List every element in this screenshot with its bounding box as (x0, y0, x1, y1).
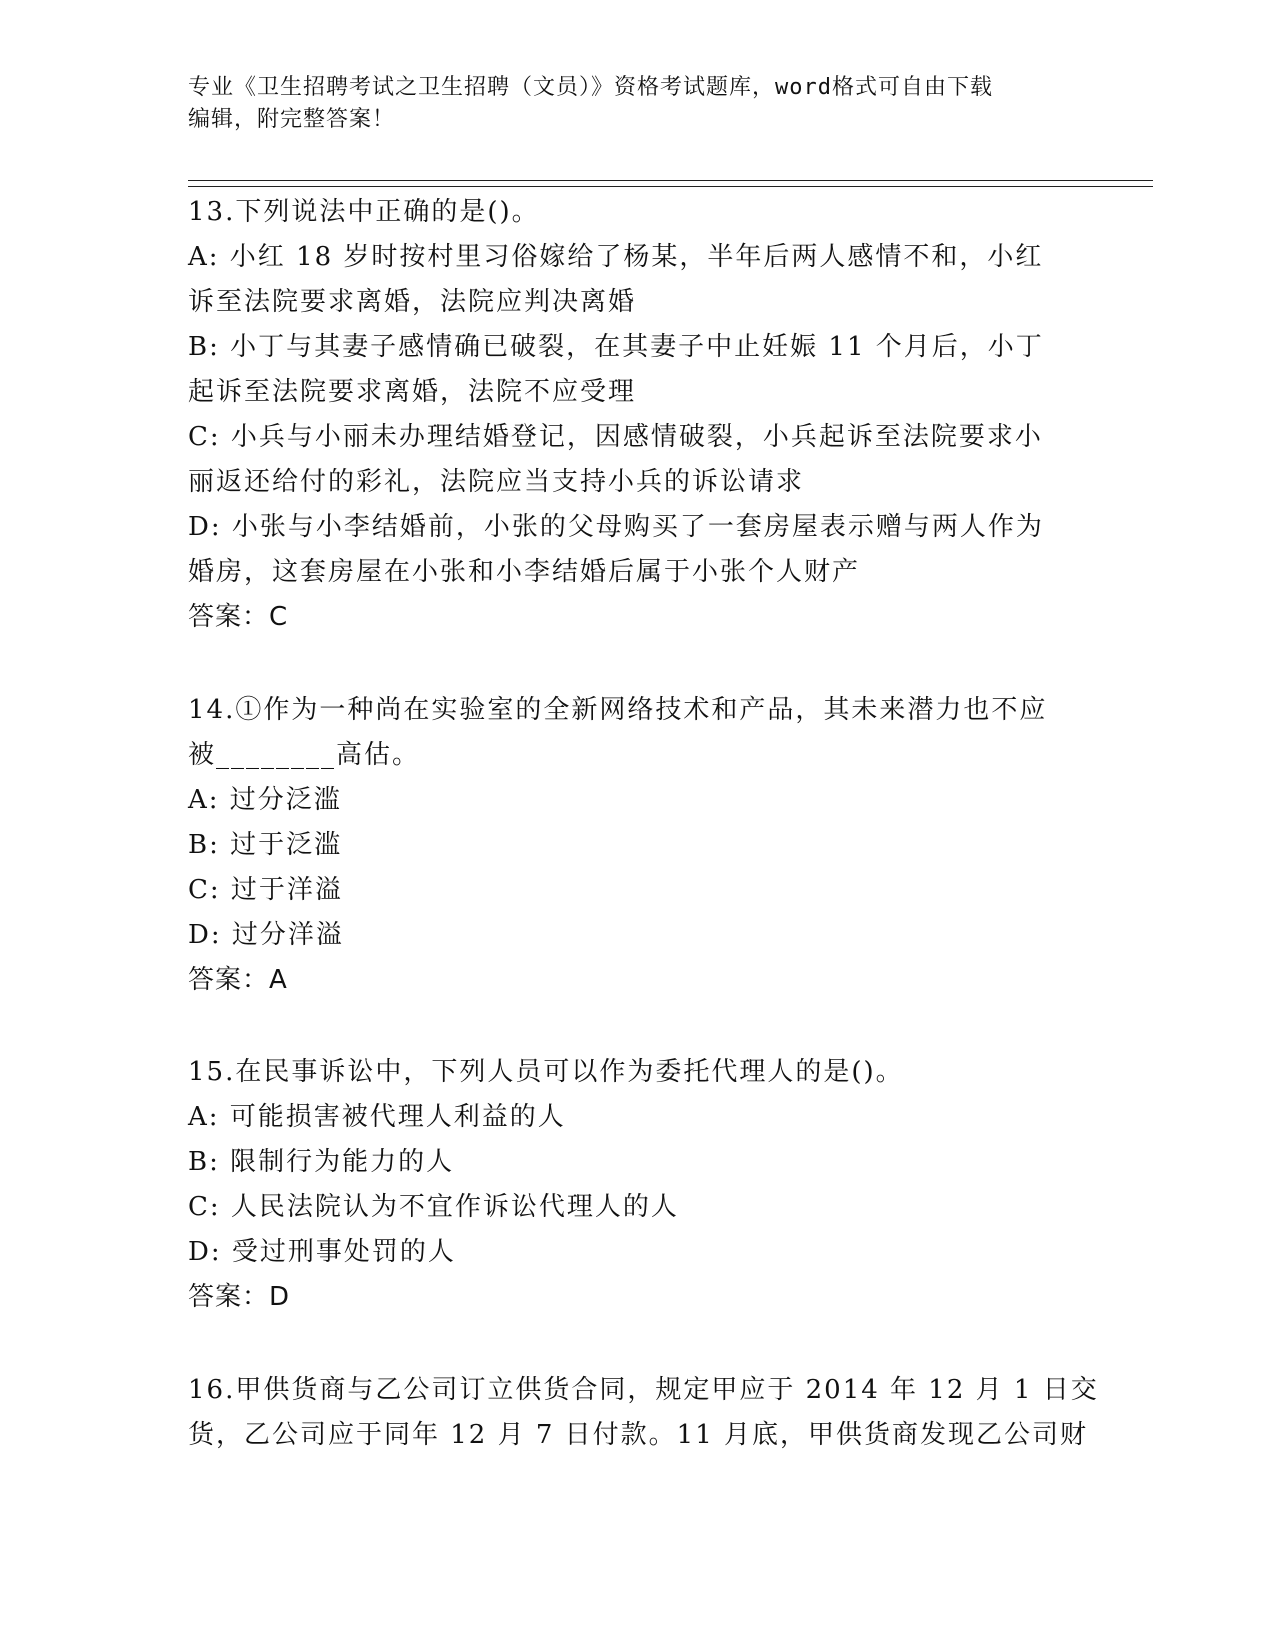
document-header (188, 72, 1088, 136)
question-stem: 16.甲供货商与乙公司订立供货合同，规定甲应于 2014 年 12 月 1 日交 (188, 1375, 1099, 1405)
header-line-2: 编辑，附完整答案！ (188, 107, 396, 132)
option-c: C: 人民法院认为不宜作诉讼代理人的人 (188, 1192, 679, 1222)
option-d: D: 小张与小李结婚前，小张的父母购买了一套房屋表示赠与两人作为 (188, 512, 1044, 542)
question-15 (188, 1050, 1078, 1320)
question-13 (188, 190, 1078, 640)
option-b: B: 限制行为能力的人 (188, 1147, 455, 1177)
option-a-continued: 诉至法院要求离婚，法院应判决离婚 (188, 287, 637, 317)
header-divider-bottom (188, 186, 1153, 187)
option-d: D: 过分洋溢 (188, 920, 344, 950)
question-stem-continued: 被________高估。 (188, 740, 421, 770)
option-b: B: 过于泛滥 (188, 830, 343, 860)
option-d-continued: 婚房，这套房屋在小张和小李结婚后属于小张个人财产 (188, 557, 861, 587)
header-line-1: 专业《卫生招聘考试之卫生招聘（文员）》资格考试题库，word格式可自由下载 (188, 75, 993, 100)
option-c: C: 过于洋溢 (188, 875, 343, 905)
header-divider-top (188, 180, 1153, 181)
question-14 (188, 688, 1078, 1003)
question-stem: 15.在民事诉讼中，下列人员可以作为委托代理人的是()。 (188, 1057, 904, 1087)
answer-label: 答案：D (188, 1282, 291, 1312)
answer-label: 答案：A (188, 965, 288, 995)
option-b: B: 小丁与其妻子感情确已破裂，在其妻子中止妊娠 11 个月后，小丁 (188, 332, 1044, 362)
question-16 (188, 1368, 1099, 1458)
answer-label: 答案：C (188, 602, 289, 632)
option-b-continued: 起诉至法院要求离婚，法院不应受理 (188, 377, 637, 407)
option-d: D: 受过刑事处罚的人 (188, 1237, 456, 1267)
option-c: C: 小兵与小丽未办理结婚登记，因感情破裂，小兵起诉至法院要求小 (188, 422, 1043, 452)
question-stem-continued: 货，乙公司应于同年 12 月 7 日付款。11 月底，甲供货商发现乙公司财 (188, 1420, 1089, 1450)
option-a: A: 可能损害被代理人利益的人 (188, 1102, 566, 1132)
option-a: A: 过分泛滥 (188, 785, 342, 815)
question-stem: 14.①作为一种尚在实验室的全新网络技术和产品，其未来潜力也不应 (188, 695, 1048, 725)
option-c-continued: 丽返还给付的彩礼，法院应当支持小兵的诉讼请求 (188, 467, 805, 497)
option-a: A: 小红 18 岁时按村里习俗嫁给了杨某，半年后两人感情不和，小红 (188, 242, 1044, 272)
question-stem: 13.下列说法中正确的是()。 (188, 197, 540, 227)
